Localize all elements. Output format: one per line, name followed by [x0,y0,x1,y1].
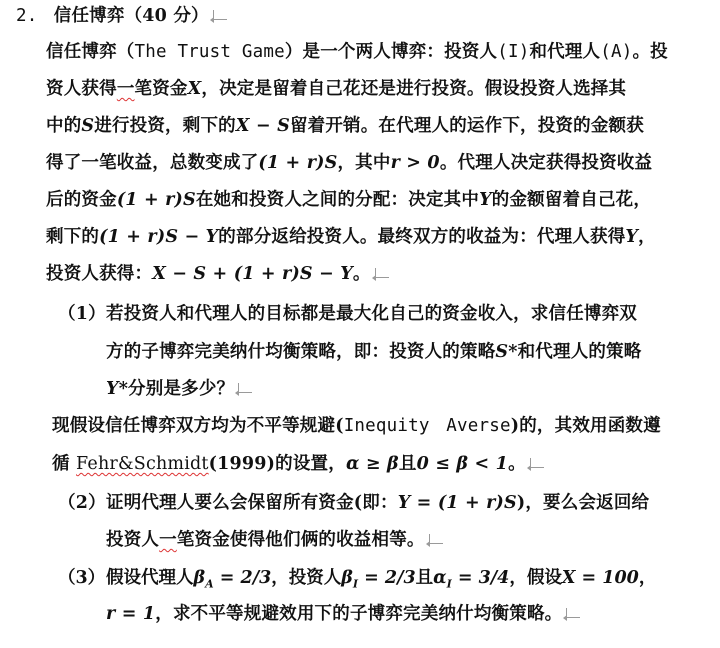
paragraph-mark-icon [213,10,227,20]
paragraph-mark-icon [238,383,252,393]
spellcheck-mark: 一 [116,79,135,99]
intro-line-4: 得了一笔收益，总数变成了(1 + r)S，其中r > 0。代理人决定获得投资收益 [46,153,653,173]
section-title: 信任博弈（40 分） [53,6,209,26]
intro-line-6: 剩下的(1 + r)S − Y的部分返给投资人。最终双方的收益为：代理人获得Y， [46,227,656,247]
question-2-label: （2） [58,493,106,513]
spellcheck-mark: 一 [159,530,177,550]
paragraph-mark-icon [375,268,389,278]
section-heading [16,4,227,28]
question-3-line-2: r = 1，求不平等规避效用下的子博弈完美纳什均衡策略。 [106,602,580,626]
intro-line-1: 信任博弈（The Trust Game）是一个两人博弈：投资人(I)和代理人(A)。投 [46,42,668,62]
section-number: 2. [16,6,38,26]
question-3-line-1: （3）假设代理人$\beta_A = 2/3$，投资人$\beta_I = 2/3$且$\alpha_I = 3/4$，假设X = 100， [58,568,657,591]
question-1-line-2: 方的子博弈完美纳什均衡策略，即：投资人的策略S*和代理人的策略 [106,342,642,362]
paragraph-mark-icon [530,458,544,468]
citation-reference: Fehr&Schmidt [76,454,209,474]
assumption-line-2: 循 Fehr&Schmidt(1999)的设置，α ≥ β且0 ≤ β < 1。 [52,452,544,476]
intro-line-5: 后的资金(1 + r)S在她和投资人之间的分配：决定其中Y的金额留着自己花， [46,190,652,210]
assumption-line-1: 现假设信任博弈双方均为不平等规避(Inequity Averse)的，其效用函数遵 [52,416,661,436]
intro-line-7: 投资人获得：X − S + (1 + r)S − Y。 [46,262,389,286]
question-1-label: （1） [58,304,106,324]
intro-line-2: 资人获得一笔资金X，决定是留着自己花还是进行投资。假设投资人选择其 [46,79,627,99]
question-1-line-1: （1）若投资人和代理人的目标都是最大化自己的资金收入，求信任博弈双 [58,304,637,324]
question-3-label: （3） [58,568,106,588]
intro-line-3: 中的S进行投资，剩下的X − S留着开销。在代理人的运作下，投资的金额获 [46,116,644,136]
question-2-line-2: 投资人一笔资金使得他们俩的收益相等。 [106,528,443,552]
question-2-line-1: （2）证明代理人要么会保留所有资金(即：Y = (1 + r)S)，要么会返回给 [58,493,650,513]
question-1-line-3: Y*分别是多少？ [106,377,252,401]
paragraph-mark-icon [429,534,443,544]
paragraph-mark-icon [566,608,580,618]
